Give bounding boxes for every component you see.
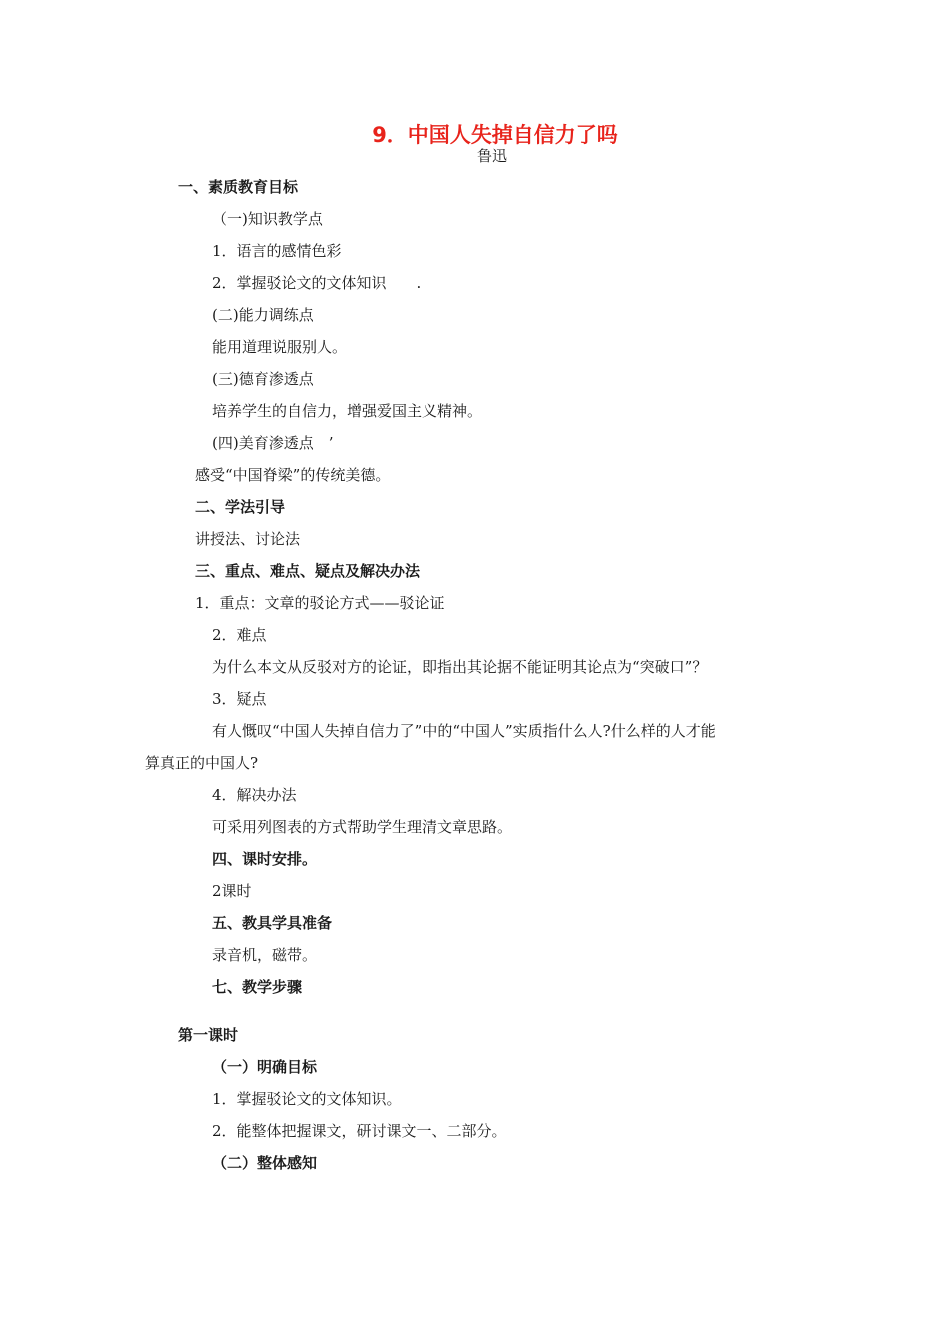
paragraph: 培养学生的自信力，增强爱国主义精神。 [212,402,483,420]
list-item: 3．疑点 [212,690,267,708]
paragraph: 有人慨叹“中国人失掉自信力了”中的“中国人”实质指什么人?什么样的人才能 [212,722,716,740]
paragraph: 2课时 [212,882,252,900]
list-item: 2．难点 [212,626,267,644]
heading-first-lesson: 第一课时 [178,1026,239,1044]
list-item: 1．语言的感情色彩 [212,242,342,260]
document-author: 鲁迅 [476,147,507,165]
list-item: 2．能整体把握课文，研讨课文一、二部分。 [212,1122,507,1140]
subheading-overall-perception: （二）整体感知 [212,1154,318,1172]
paragraph: 讲授法、讨论法 [195,530,301,548]
paragraph: 为什么本文从反驳对方的论证，即指出其论据不能证明其论点为“突破口”？ [212,658,708,676]
paragraph: 能用道理说服别人。 [212,338,348,356]
subheading-ability: (二)能力调练点 [212,306,314,324]
subheading-moral: (三)德育渗透点 [212,370,314,388]
heading-schedule: 四、课时安排。 [212,850,318,868]
heading-key-points: 三、重点、难点、疑点及解决办法 [195,562,421,580]
list-item: 1．掌握驳论文的文体知识。 [212,1090,402,1108]
document-title: 9．中国人失掉自信力了吗 [372,123,618,147]
paragraph-continuation: 算真正的中国人? [145,754,259,772]
list-item: 1．重点：文章的驳论方式——驳论证 [195,594,445,612]
heading-teaching-steps: 七、教学步骤 [212,978,303,996]
paragraph: 感受“中国脊梁”的传统美德。 [195,466,391,484]
paragraph: 录音机，磁带。 [212,946,318,964]
heading-teaching-aids: 五、教具学具准备 [212,914,333,932]
subheading-knowledge: （一)知识教学点 [212,210,323,228]
subheading-aesthetic: (四)美育渗透点 ’ [212,434,334,452]
subheading-clear-goals: （一）明确目标 [212,1058,318,1076]
list-item: 4．解决办法 [212,786,297,804]
heading-study-method: 二、学法引导 [195,498,286,516]
heading-education-goals: 一、素质教育目标 [178,178,299,196]
list-item: 2．掌握驳论文的文体知识 . [212,274,422,292]
paragraph: 可采用列图表的方式帮助学生理清文章思路。 [212,818,513,836]
